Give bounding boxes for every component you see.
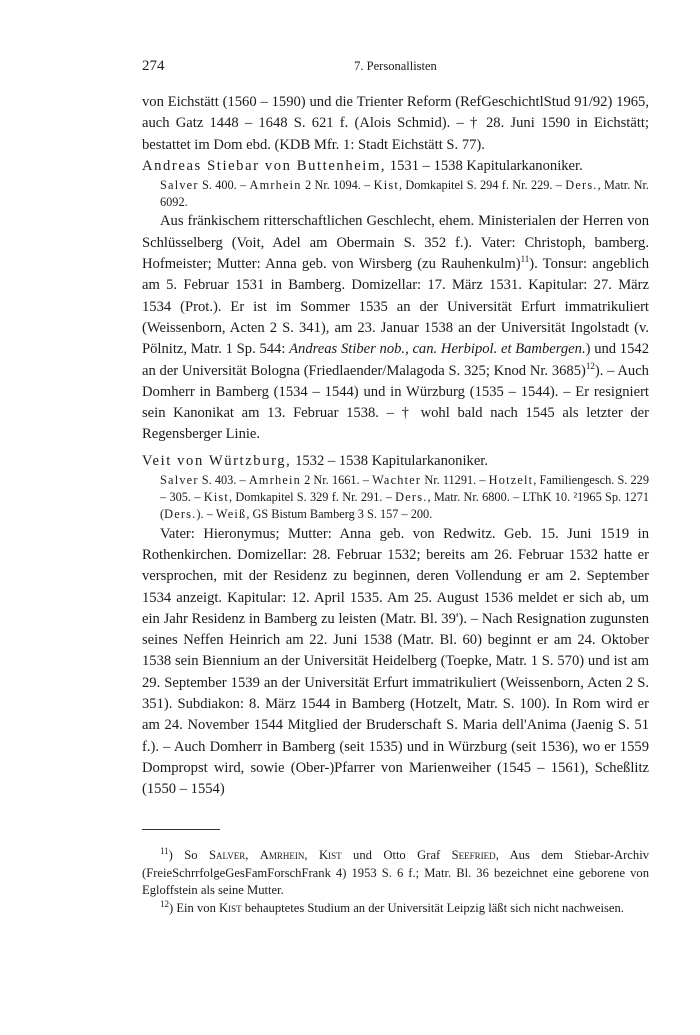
main-text bbox=[142, 92, 649, 801]
entry-references bbox=[142, 472, 649, 524]
entry-biography bbox=[142, 211, 649, 445]
footnote-12 bbox=[142, 900, 649, 918]
entry-name: Veit von Würtzburg, bbox=[142, 452, 292, 469]
ref-author: Ders. bbox=[164, 507, 197, 522]
ref-text: S. 400. – bbox=[198, 177, 250, 192]
footnote-text: , bbox=[304, 848, 319, 862]
footnote-author: Salver bbox=[209, 848, 246, 862]
continued-paragraph: von Eichstätt (1560 – 1590) und die Trienter Reform (RefGeschichtlStud 91/92) 1965, auch Gatz 1448 – 1648 S. 621 f. (Alois Schmid). – † 28. Juni 1590 in Eichstätt; bestattet im Dom ebd. (KDB Mfr. 1: Stadt Eichstätt S. 77). bbox=[142, 94, 649, 153]
ref-author: Ders. bbox=[395, 490, 428, 505]
ref-text: 2 Nr. 1661. – bbox=[300, 472, 373, 487]
entry-biography: Vater: Hieronymus; Mutter: Anna geb. von Redwitz. Geb. 15. Juni 1519 in Rothenkirchen. Domizellar: 28. Februar 1532; bereits am 26. Februar 1532 hatte er versprochen, mit der Residenz zu beginnen, deren Vollendung er am 2. September 1534 anzeigt. Kapitular: 12. April 1535. Am 25. August 1536 meldet er sich ab, um ein Jahr Residenz in Bamberg zu leisten (Matr. Bl. 39'). – Nach Resignation zugunsten seines Neffen Heinrich am 22. Juni 1538 (Matr. Bl. 60) beginnt er am 24. Oktober 1538 sein Biennium an der Universität Heidelberg (Toepke, Matr. 1 S. 570) und ist am 29. September 1539 an der Universität Erfurt immatrikuliert (Weissenborn, Acten 2 S. 351). Subdiakon: 8. März 1544 in Bamberg (Hotzelt, Matr. S. 100). In Rom wird er am 24. November 1544 Mitglied der Bruderschaft S. Maria dell'Anima (Jaenig S. 51 f.). – Auch Domherr in Bamberg (seit 1535) und in Würzburg (seit 1536), wo er 1559 Dompropst wird, sowie (Ober-)Pfarrer von Marienweiher (1545 – 1561), Scheßlitz (1550 – 1554) bbox=[142, 525, 649, 798]
footnote-number: 11 bbox=[160, 845, 169, 856]
ref-text: , Matr. Nr. 6092. bbox=[160, 177, 649, 210]
ref-author: Hotzelt bbox=[488, 472, 534, 487]
bio-text: ). Tonsur: angeblich am 5. Februar 1531 in Bamberg. Domizellar: 17. März 1531. Kapitular: 27. März 1534 (Prot.). Er ist im Sommer 1535 an der Universität Erfurt immatrikuliert (Weissenborn, Acten 2 S. 341), am 23. Januar 1538 an der Universität Ingolstadt (v. Pölnitz, Matr. 1 Sp. 544: bbox=[142, 256, 649, 358]
ref-text: , Familiengesch. S. 229 – 305. – bbox=[160, 472, 649, 505]
footnotes bbox=[142, 847, 649, 917]
ref-author: Salver bbox=[160, 472, 199, 487]
ref-author: Amrhein bbox=[248, 472, 301, 487]
footnote-marker: 11 bbox=[520, 254, 530, 265]
ref-text: , Domkapitel S. 294 f. Nr. 229. – bbox=[398, 177, 566, 192]
ref-author: Ders. bbox=[565, 177, 598, 192]
bio-text: ). – Auch Domherr in Bamberg (1534 – 1544) und in Würzburg (1535 – 1544). – Er resigniert sein Kanonikat am 13. Februar 1538. – † wohl bald nach 1545 als letzter der Regensberger Linie. bbox=[142, 362, 649, 443]
footnote-author: Kist bbox=[219, 900, 242, 915]
entry-heading-wurtzburg bbox=[142, 451, 649, 472]
footnote-text: , bbox=[245, 848, 260, 862]
footnote-text: , Aus dem Stiebar-Archiv (FreieSchrrfolgeGesFamForschFrank 4) 1953 S. 6 f.; Matr. Bl. 36 bezeichnet eine geborene von Egloffstein als seine Mutter. bbox=[142, 848, 649, 898]
ref-author: Kist bbox=[373, 177, 399, 192]
page-number: 274 bbox=[142, 58, 165, 74]
running-head: 7. Personallisten bbox=[354, 59, 437, 73]
ref-text: , Domkapitel S. 329 f. Nr. 291. – bbox=[229, 490, 396, 505]
footnote-rule bbox=[142, 829, 220, 830]
ref-author: Wachter bbox=[372, 472, 422, 487]
footnote-text: behauptetes Studium an der Universität Leipzig läßt sich nicht nachweisen. bbox=[241, 900, 624, 915]
ref-text: S. 403. – bbox=[198, 472, 249, 487]
ref-author: Weiß bbox=[215, 507, 247, 522]
entry-office: 1531 – 1538 Kapitularkanoniker. bbox=[386, 157, 583, 174]
footnote-text: und Otto Graf bbox=[341, 848, 452, 862]
ref-text: Nr. 11291. – bbox=[421, 472, 489, 487]
footnote-text: ) Ein von bbox=[169, 900, 220, 915]
footnote-author: Seefried bbox=[451, 848, 496, 862]
ref-author: Amrhein bbox=[249, 177, 302, 192]
footnote-text: ) So bbox=[168, 848, 210, 862]
ref-author: Salver bbox=[160, 177, 199, 192]
bio-text: Aus fränkischem ritterschaftlichen Geschlecht, ehem. Ministerialen der Herren von Schlüsselberg (Voit, Adel am Obermain S. 352 f.). Vater: Christoph, bamberg. Hofmeister; Mutter: Anna geb. von Wirsberg (zu Rauhenkulm) bbox=[142, 213, 649, 273]
entry-references bbox=[142, 177, 649, 212]
footnote-author: Amrhein bbox=[259, 848, 305, 862]
bio-quote: Andreas Stiber nob., can. Herbipol. et Bambergen. bbox=[289, 341, 586, 358]
footnote-11 bbox=[142, 847, 649, 900]
entry-name: Andreas Stiebar von Buttenheim, bbox=[142, 157, 387, 174]
ref-text: , Matr. Nr. 6800. – LThK 10. ²1965 Sp. 1271 ( bbox=[160, 490, 649, 522]
ref-author: Kist bbox=[203, 490, 230, 505]
page-header bbox=[142, 58, 649, 78]
entry-heading-stiebar bbox=[142, 156, 649, 177]
footnote-author: Kist bbox=[318, 848, 342, 862]
entry-office: 1532 – 1538 Kapitularkanoniker. bbox=[291, 452, 489, 469]
ref-text: , GS Bistum Bamberg 3 S. 157 – 200. bbox=[246, 507, 433, 522]
footnote-marker: 12 bbox=[585, 360, 595, 371]
ref-text: ). – bbox=[196, 507, 216, 522]
bio-text: ) und 1542 an der Universität Bologna (Friedlaender/Malagoda S. 325; Knod Nr. 3685) bbox=[142, 341, 649, 379]
footnote-number: 12 bbox=[160, 898, 169, 909]
ref-text: 2 Nr. 1094. – bbox=[301, 177, 374, 192]
